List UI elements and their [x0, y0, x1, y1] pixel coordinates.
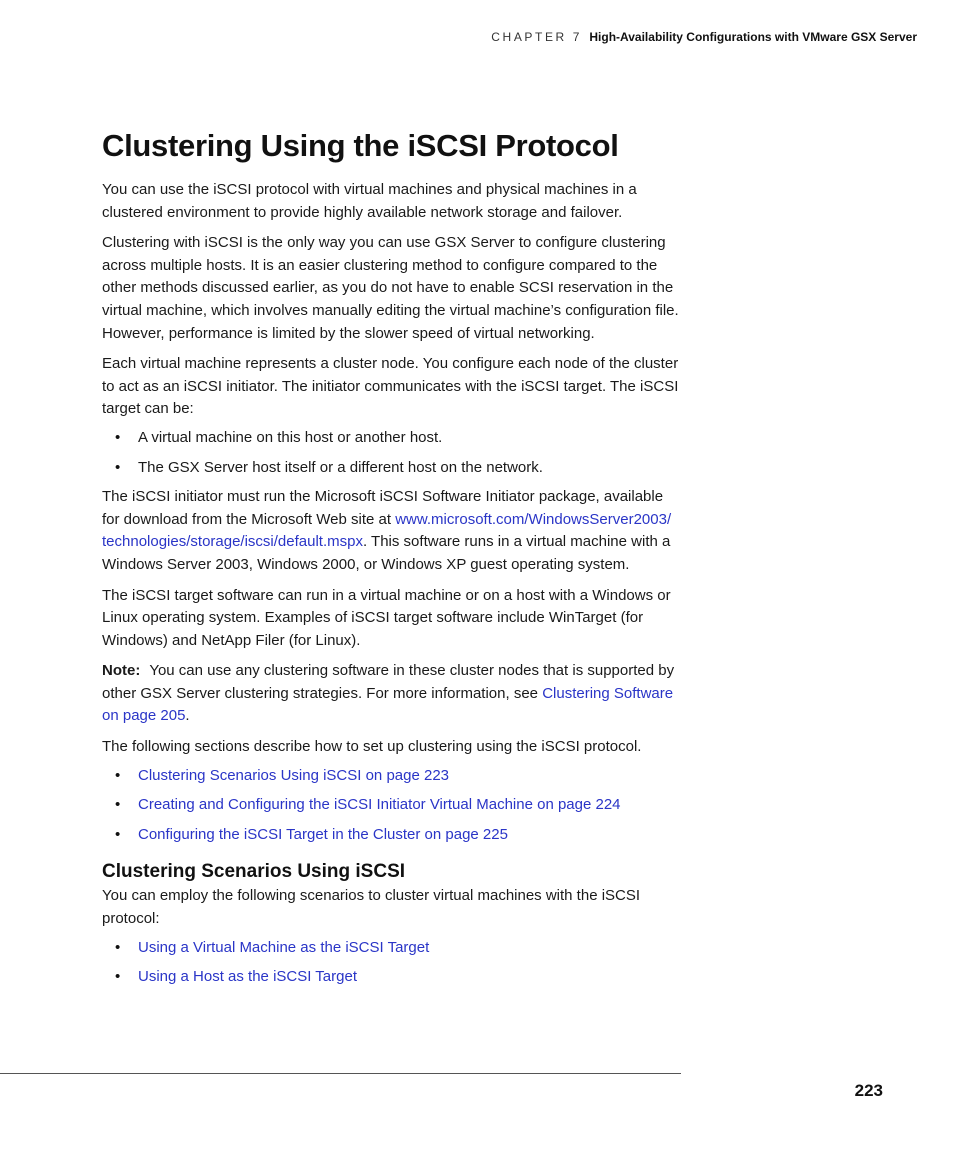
bullet-icon: •	[115, 458, 121, 476]
paragraph-sections-intro: The following sections describe how to set up clustering using the iSCSI protocol.	[102, 738, 642, 756]
bullet-icon: •	[115, 796, 121, 814]
microsoft-url-link[interactable]: www.microsoft.com/WindowsServer2003/ technologies/storage/iscsi/default.mspx	[102, 510, 672, 551]
section-link-target[interactable]: Configuring the iSCSI Target in the Cluster on page 225	[138, 825, 508, 843]
bullet-icon: •	[115, 968, 121, 986]
paragraph-node: Each virtual machine represents a cluster node. You configure each node of the cluster to act as an iSCSI initiator. The initiator communicates with the iSCSI target. The iSCSI target can be:	[102, 355, 679, 418]
scenario-link-host[interactable]: Using a Host as the iSCSI Target	[138, 968, 357, 986]
page-title: Clustering Using the iSCSI Protocol	[102, 128, 619, 163]
scenario-links-list	[102, 937, 682, 989]
scenario-link-virtual-machine[interactable]: Using a Virtual Machine as the iSCSI Target	[138, 938, 430, 956]
list-item	[102, 824, 682, 847]
chapter-label: CHAPTER 7	[491, 30, 583, 44]
paragraph-intro: You can use the iSCSI protocol with virtual machines and physical machines in a clustered environment to provide highly available network storage and failover.	[102, 181, 637, 221]
section-links-list	[102, 765, 682, 847]
bullet-icon: •	[115, 938, 121, 956]
list-item: • A virtual machine on this host or another host.	[102, 427, 682, 450]
paragraph-target: The iSCSI target software can run in a virtual machine or on a host with a Windows or Linux operating system. Examples of iSCSI target software include WinTarget (for Windows) and NetApp Filer (for Linux).	[102, 586, 671, 649]
bullet-icon: •	[115, 825, 121, 843]
paragraph-initiator: The iSCSI initiator must run the Microsoft iSCSI Software Initiator package, available for download from the Microsoft Web site at www.microsoft.com/WindowsServer2003/ technologies/storage/iscsi/default.mspx. This software runs in a virtual machine with a Windows Server 2003, Windows 2000, or Windows XP guest operating system.	[102, 488, 672, 573]
page-body	[102, 126, 682, 996]
section-link-initiator[interactable]: Creating and Configuring the iSCSI Initiator Virtual Machine on page 224	[138, 796, 621, 814]
target-options-list	[102, 427, 682, 479]
list-item	[102, 794, 682, 817]
note-label: Note:	[102, 662, 141, 680]
list-item	[102, 966, 682, 989]
subsection-heading: Clustering Scenarios Using iSCSI	[102, 861, 406, 883]
running-header	[491, 30, 917, 44]
bullet-icon: •	[115, 428, 121, 446]
note: Note: You can use any clustering software in these cluster nodes that is supported by other GSX Server clustering strategies. For more information, see Clustering Software on page 205.	[102, 662, 675, 725]
footer-rule	[0, 1073, 681, 1074]
paragraph-clustering: Clustering with iSCSI is the only way you can use GSX Server to configure clustering across multiple hosts. It is an easier clustering method to configure compared to the other methods discussed earlier, as you do not have to enable SCSI reservation in the virtual machine, which involves manually editing the virtual machine’s configuration file. However, performance is limited by the slower speed of virtual networking.	[102, 234, 679, 342]
clustering-software-link[interactable]: Clustering Software on page 205	[102, 684, 674, 725]
page-number: 223	[854, 1081, 883, 1100]
chapter-title: High-Availability Configurations with VMware GSX Server	[589, 30, 917, 44]
bullet-icon: •	[115, 766, 121, 784]
list-item	[102, 765, 682, 788]
list-item	[102, 937, 682, 960]
subsection-intro: You can employ the following scenarios to cluster virtual machines with the iSCSI protocol:	[102, 887, 641, 928]
section-link-scenarios[interactable]: Clustering Scenarios Using iSCSI on page 223	[138, 766, 450, 784]
list-item: • The GSX Server host itself or a different host on the network.	[102, 457, 682, 480]
